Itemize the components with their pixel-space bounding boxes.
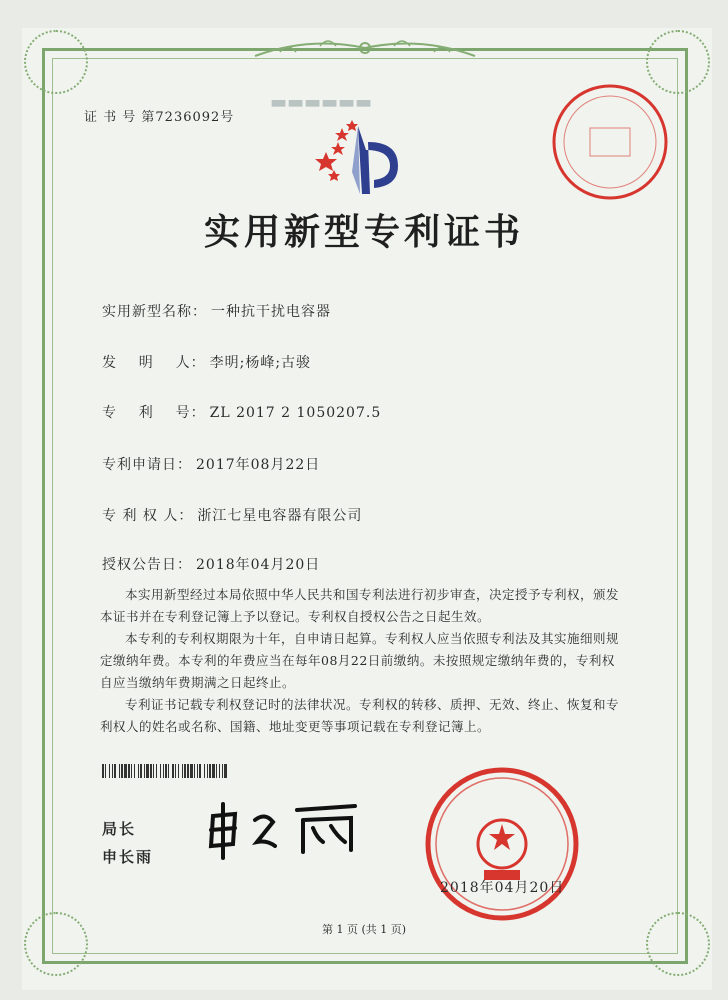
background-watermark-text: ▬▬▬▬▬▬: [270, 92, 373, 113]
body-paragraph: 专利证书记载专利权登记时的法律状况。专利权的转移、质押、无效、终止、恢复和专利权人的姓名或名称、国籍、地址变更等事项记载在专利登记簿上。: [100, 697, 620, 734]
field-inventors: [102, 352, 311, 372]
body-paragraph: 本专利的专利权期限为十年，自申请日起算。专利权人应当依照专利法及其实施细则规定缴纳年费。本专利的年费应当在每年08月22日前缴纳。未按照规定缴纳年费的，专利权自应当缴纳年费期满之日起终止。: [100, 631, 620, 690]
body-paragraph: 本实用新型经过本局依照中华人民共和国专利法进行初步审查，决定授予专利权，颁发本证书并在专利登记簿上予以登记。专利权自授权公告之日起生效。: [100, 587, 620, 624]
field-patentee: [102, 505, 362, 525]
field-grant-date: [102, 554, 320, 574]
director-signature: [205, 796, 365, 866]
agency-seal-stamp: [546, 78, 674, 206]
field-label: 发 明 人：: [102, 355, 206, 371]
patent-office-logo: [312, 112, 412, 202]
field-value: 浙江七星电容器有限公司: [197, 508, 363, 524]
page-footer: 第 1 页 (共 1 页): [321, 923, 407, 936]
barcode: [102, 764, 228, 778]
top-wreath-ornament: [250, 34, 480, 62]
field-label: 专 利 号：: [102, 405, 206, 421]
barcode-bar: [227, 764, 228, 778]
certificate-body: [100, 584, 620, 738]
field-value: 2017年08月22日: [196, 457, 321, 473]
field-patent-number: [102, 402, 381, 422]
stamp-date: 2018年04月20日: [440, 880, 565, 896]
corner-ornament-top-left: [24, 30, 88, 94]
certificate-title: 实用新型专利证书: [203, 211, 524, 253]
field-value: 一种抗干扰电容器: [211, 304, 331, 320]
signatory-title: 局长: [102, 820, 137, 838]
certificate-number: 证 书 号 第7236092号: [84, 110, 235, 125]
field-label: 授权公告日：: [102, 557, 192, 573]
field-application-date: [102, 454, 320, 474]
field-value: ZL 2017 2 1050207.5: [209, 405, 382, 421]
field-utility-model-name: [102, 301, 331, 321]
field-value: 李明;杨峰;古骏: [209, 355, 312, 371]
national-seal-stamp: [420, 762, 584, 926]
signatory-name: 申长雨: [102, 848, 154, 866]
field-value: 2018年04月20日: [196, 557, 321, 573]
field-label: 实用新型名称：: [102, 304, 207, 320]
field-label: 专利申请日：: [102, 457, 192, 473]
field-label: 专 利 权 人：: [102, 508, 194, 524]
